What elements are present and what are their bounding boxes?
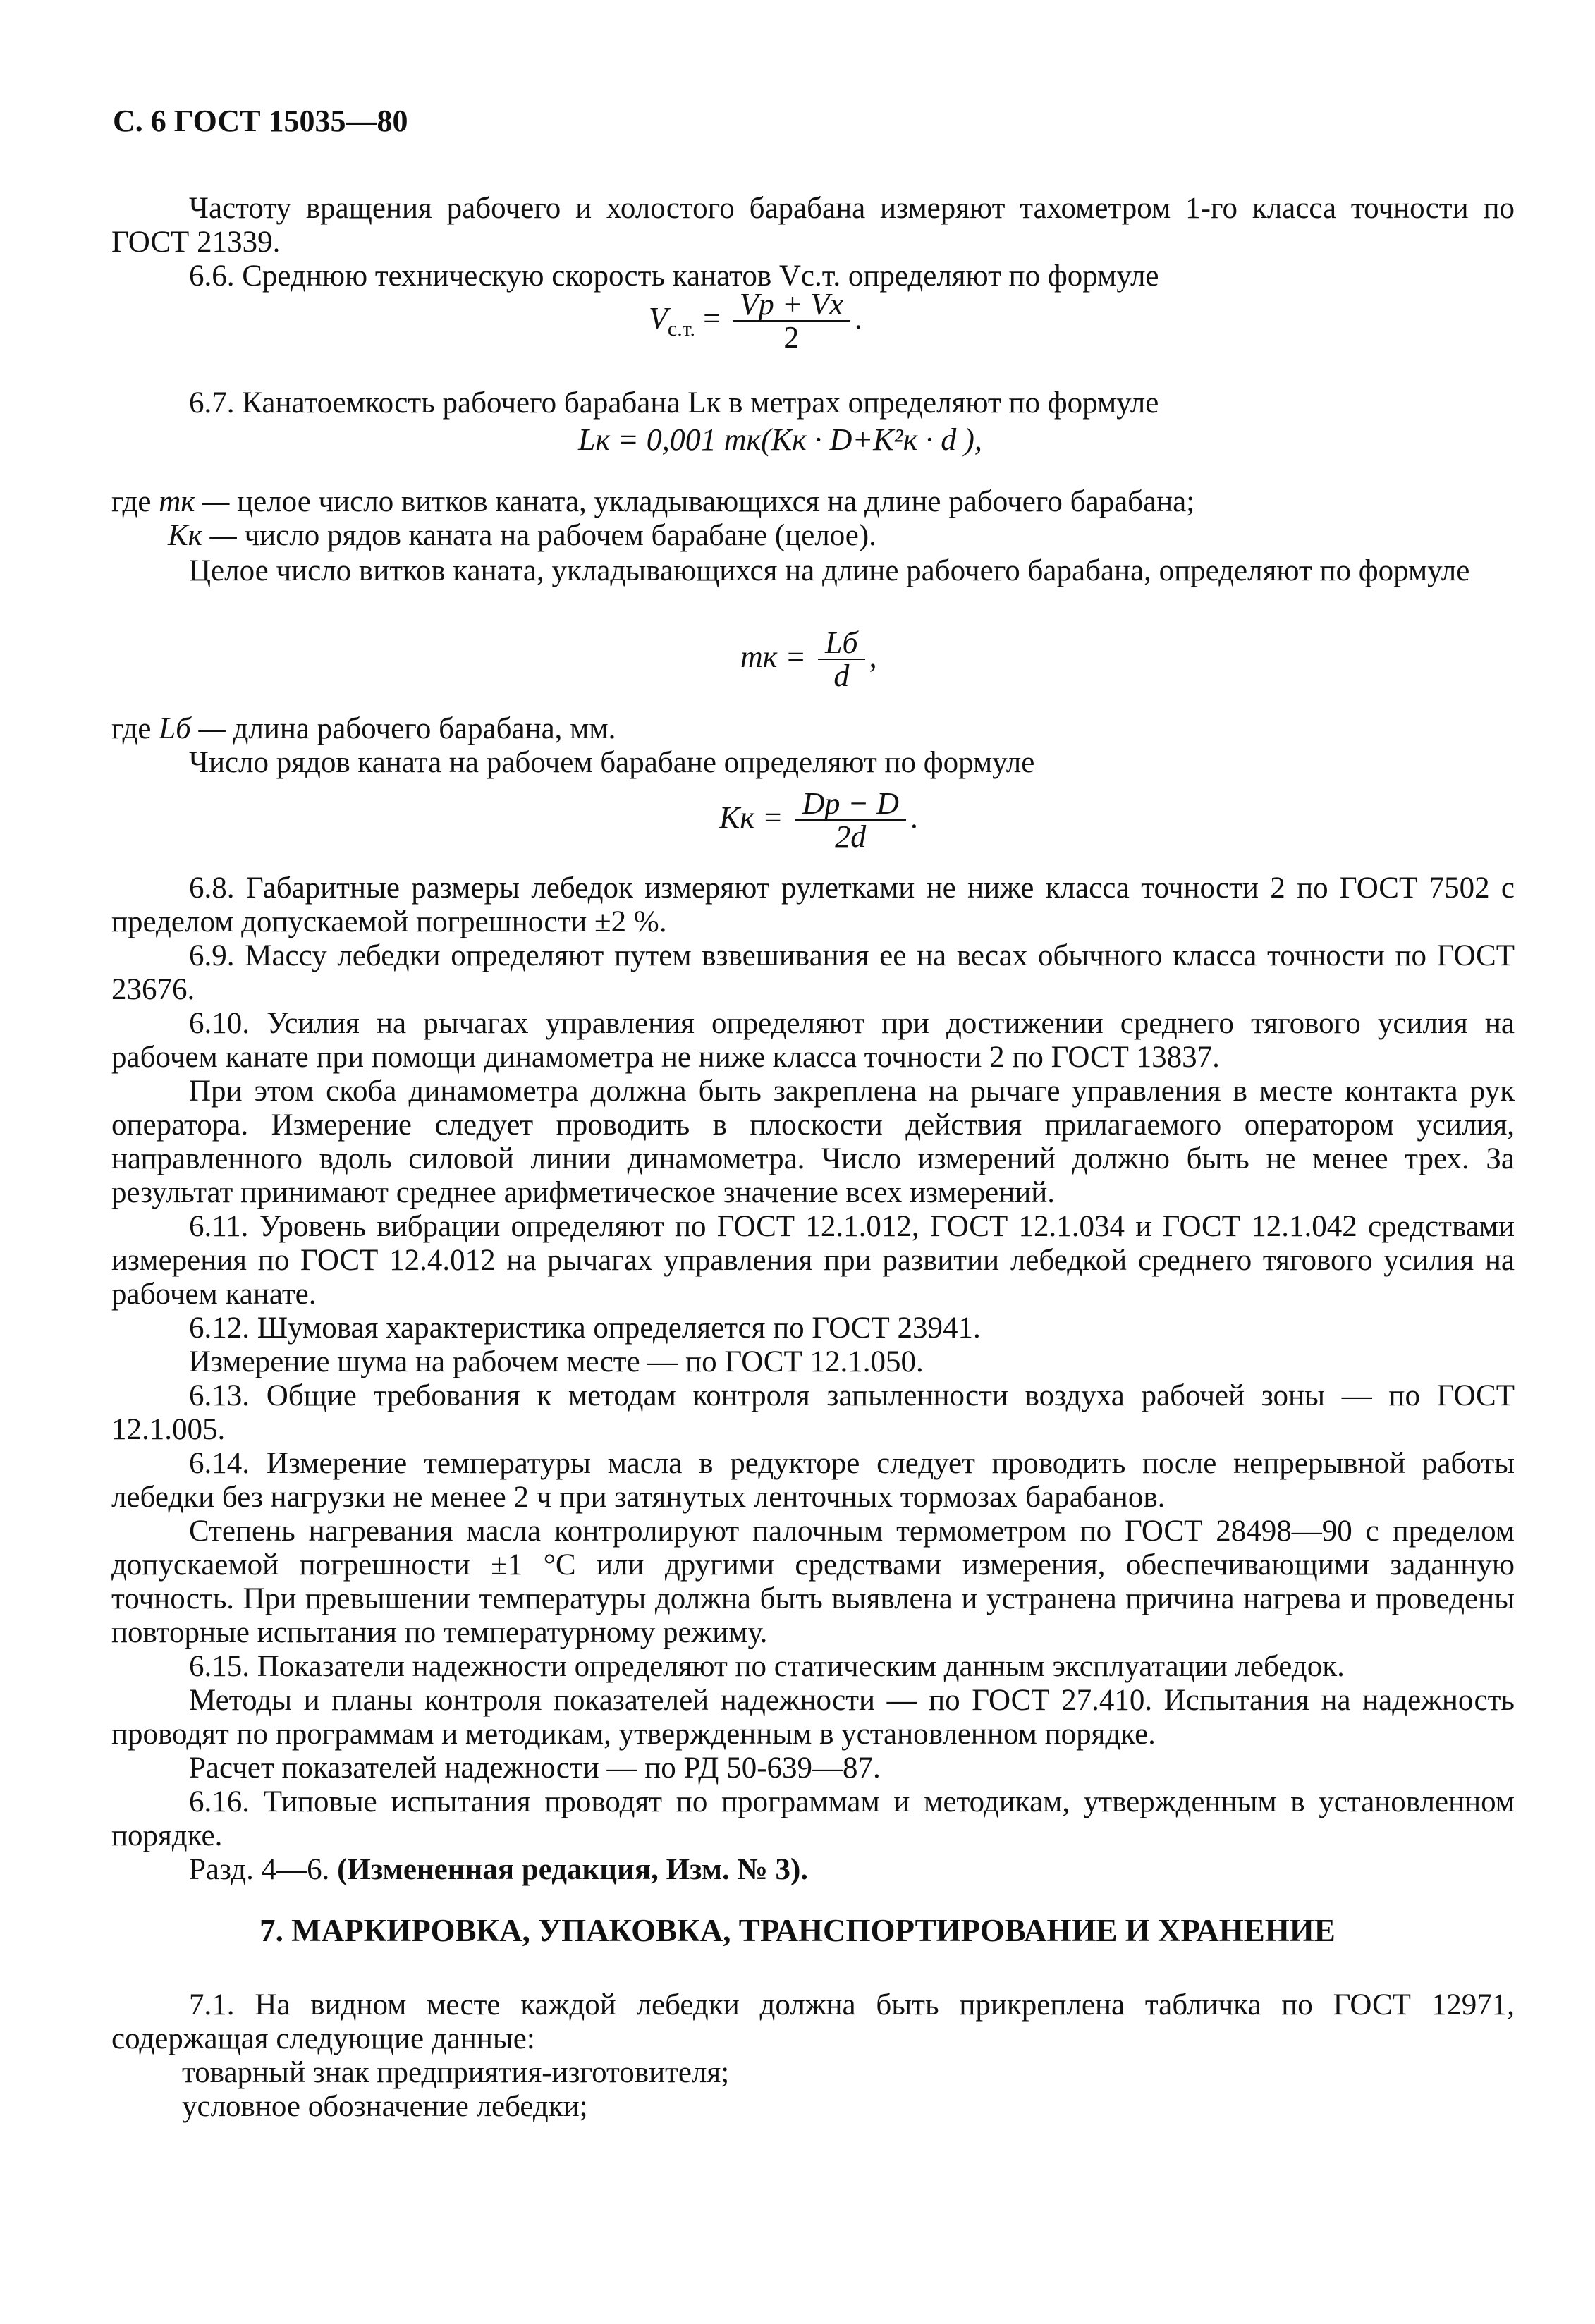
paragraph-6-11: 6.11. Уровень вибрации определяют по ГОСТ 12.1.012, ГОСТ 12.1.034 и ГОСТ 12.1.042 средствами измерения по ГОСТ 12.4.012 на рычагах управления при развитии лебедкой среднего тягового усилия на рабочем канате. — [111, 1210, 1515, 1311]
paragraph-6-15: 6.15. Показатели надежности определяют по статическим данным эксплуатации лебедок. — [189, 1650, 1345, 1683]
formula-lk: Lк = 0,001 mк(Kк · D+K²к · d ), — [578, 422, 982, 457]
text-block-7 — [111, 1988, 1515, 2124]
text-block-2 — [111, 386, 1515, 420]
where-list-2: где Lб — длина рабочего барабана, мм. — [111, 712, 616, 745]
paragraph-6-10b: При этом скоба динамометра должна быть закреплена на рычаге управления в месте контакта рук оператора. Измерение следует проводить в плоскости действия прилагаемого оператором усилия, направленного вдоль силовой линии динамометра. Число измерений должно быть не менее трех. За результат принимают среднее арифметическое значение всех измерений. — [111, 1075, 1515, 1209]
paragraph-6-16: 6.16. Типовые испытания проводят по программам и методикам, утвержденным в установленном порядке. — [111, 1785, 1515, 1852]
text-block-4 — [111, 746, 1515, 780]
where-list-1: где mк — целое число витков каната, укладывающихся на длине рабочего барабана; Kк — число рядов каната на рабочем барабане (целое). — [111, 485, 1195, 552]
paragraph-6-8: 6.8. Габаритные размеры лебедок измеряют рулетками не ниже класса точности 2 по ГОСТ 7502 с пределом допускаемой погрешности ±2 %. — [111, 872, 1515, 938]
list-item: условное обозначение лебедки; — [182, 2090, 588, 2123]
paragraph-6-15b: Методы и планы контроля показателей надежности — по ГОСТ 27.410. Испытания на надежность проводят по программам и методикам, утвержденным в установленном порядке. — [111, 1684, 1515, 1751]
formula-kk: Kк = $\frac{Dр - D}{2d}$ . — [719, 786, 918, 854]
formula-mk: mк = $\frac{Lб}{d}$ , — [740, 625, 877, 693]
section-heading-7: 7. МАРКИРОВКА, УПАКОВКА, ТРАНСПОРТИРОВАНИЕ И ХРАНЕНИЕ — [259, 1913, 1336, 1948]
fraction: $\frac{Dр - D}{2d}$ — [795, 788, 906, 853]
paragraph-rows: Число рядов каната на рабочем барабане определяют по формуле — [189, 746, 1035, 779]
text-block-3 — [111, 554, 1515, 588]
text-block-main — [111, 872, 1515, 1887]
paragraph-7-1: 7.1. На видном месте каждой лебедки должна быть прикреплена табличка по ГОСТ 12971, содержащая следующие данные: — [111, 1988, 1515, 2055]
paragraph-6-6: 6.6. Среднюю техническую скорость канатов Vс.т. определяют по формуле — [189, 259, 1159, 293]
list-item: товарный знак предприятия-изготовителя; — [182, 2056, 730, 2089]
formula-vst: $V_{с.т.}$ = $\frac{Vр + Vх}{2}$ . — [649, 287, 862, 355]
fraction: $\frac{Lб}{d}$ — [818, 628, 865, 692]
paragraph-6-12b: Измерение шума на рабочем месте — по ГОСТ 12.1.050. — [189, 1345, 924, 1378]
paragraph-6-10: 6.10. Усилия на рычагах управления определяют при достижении среднего тягового усилия на рабочем канате при помощи динамометра не ниже класса точности 2 по ГОСТ 13837. — [111, 1007, 1515, 1074]
text-block-1 — [111, 192, 1515, 293]
fraction: $\frac{Vр + Vх}{2}$ — [733, 289, 850, 354]
paragraph-6-14b: Степень нагревания масла контролируют палочным термометром по ГОСТ 28498—90 с пределом допускаемой погрешности ±1 °С или другими средствами измерения, обеспечивающими заданную точность. При превышении температуры должна быть выявлена и устранена причина нагрева и проведены повторные испытания по температурному режиму. — [111, 1515, 1515, 1649]
paragraph-freq: Частоту вращения рабочего и холостого барабана измеряют тахометром 1-го класса точности по ГОСТ 21339. — [111, 192, 1515, 259]
page-header: С. 6 ГОСТ 15035—80 — [113, 104, 408, 138]
paragraph-whole-turns: Целое число витков каната, укладывающихся на длине рабочего барабана, определяют по формуле — [189, 554, 1470, 587]
paragraph-6-14: 6.14. Измерение температуры масла в редукторе следует проводить после непрерывной работы лебедки без нагрузки не менее 2 ч при затянутых ленточных тормозах барабанов. — [111, 1447, 1515, 1514]
paragraph-6-12: 6.12. Шумовая характеристика определяется по ГОСТ 23941. — [189, 1311, 981, 1345]
paragraph-6-7: 6.7. Канатоемкость рабочего барабана Lк в метрах определяют по формуле — [189, 386, 1159, 420]
paragraph-6-15c: Расчет показателей надежности — по РД 50-639—87. — [189, 1751, 881, 1785]
paragraph-amendment: Разд. 4—6. (Измененная редакция, Изм. № 3). — [189, 1853, 809, 1886]
paragraph-6-9: 6.9. Массу лебедки определяют путем взвешивания ее на весах обычного класса точности по ГОСТ 23676. — [111, 939, 1515, 1006]
paragraph-6-13: 6.13. Общие требования к методам контроля запыленности воздуха рабочей зоны — по ГОСТ 12.1.005. — [111, 1379, 1515, 1446]
